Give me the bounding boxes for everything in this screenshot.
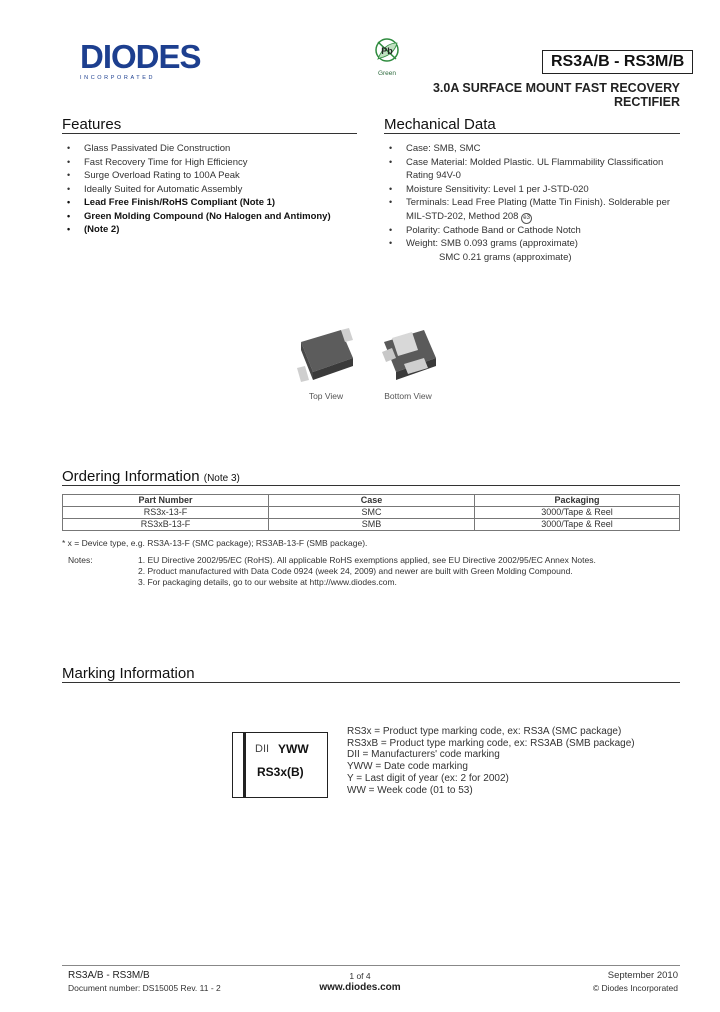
table-cell: 3000/Tape & Reel	[475, 519, 680, 531]
feature-item: • Green Molding Compound (No Halogen and Antimony)	[62, 210, 357, 224]
features-list	[62, 142, 357, 237]
mech-text: SMC 0.21 grams (approximate)	[439, 251, 572, 263]
feature-note-text: (Note 2)	[84, 224, 120, 235]
legend-item: RS3xB = Product type marking code, ex: RS3AB (SMB package)	[347, 737, 635, 749]
cathode-band	[243, 733, 246, 797]
feature-item: • Surge Overload Rating to 100A Peak	[62, 169, 357, 183]
badge-symbol: Pb	[381, 46, 393, 56]
leaf-icon	[372, 37, 402, 67]
feature-item: • Fast Recovery Time for High Efficiency	[62, 156, 357, 170]
footer-page: 1 of 4	[349, 971, 371, 981]
note-item: 2. Product manufactured with Data Code 0924 (week 24, 2009) and newer are built with Green Molding Compound.	[138, 566, 573, 576]
legend-item: YWW = Date code marking	[347, 761, 468, 773]
product-subtitle: 3.0A SURFACE MOUNT FAST RECOVERY RECTIFIER	[432, 81, 680, 109]
marking-diagram	[232, 732, 328, 798]
logo-text: DIODES	[80, 38, 201, 75]
table-row	[63, 507, 680, 519]
column-header: Part Number	[63, 495, 269, 507]
feature-item-continuation	[62, 223, 357, 237]
e3-mark: e3	[521, 213, 532, 224]
feature-item: • Glass Passivated Die Construction	[62, 142, 357, 156]
ordering-title: Ordering Information	[62, 468, 200, 485]
note-item: 3. For packaging details, go to our website at http://www.diodes.com.	[138, 577, 397, 587]
mech-item: • Weight: SMB 0.093 grams (approximate)	[384, 237, 684, 251]
legend-item: WW = Week code (01 to 53)	[347, 784, 473, 796]
footer-date: September 2010	[607, 970, 678, 981]
table-cell: SMB	[269, 519, 475, 531]
ordering-table	[62, 494, 680, 531]
feature-item: • Lead Free Finish/RoHS Compliant (Note 1)	[62, 196, 357, 210]
part-title: RS3A/B - RS3M/B	[542, 50, 693, 74]
mech-item: • Moisture Sensitivity: Level 1 per J-STD-020	[384, 183, 684, 197]
mech-item-continuation	[384, 251, 684, 265]
column-header: Case	[269, 495, 475, 507]
table-cell: RS3xB-13-F	[63, 519, 269, 531]
table-row	[63, 519, 680, 531]
notes-label: Notes:	[68, 555, 93, 565]
table-cell: 3000/Tape & Reel	[475, 507, 680, 519]
ordering-note-ref: (Note 3)	[203, 473, 240, 484]
feature-item: • Ideally Suited for Automatic Assembly	[62, 183, 357, 197]
mech-item-continuation	[384, 210, 684, 224]
ordering-heading	[62, 468, 680, 486]
footer-copyright: © Diodes Incorporated	[592, 983, 678, 993]
mech-item-continuation	[384, 169, 684, 183]
note-item: 1. EU Directive 2002/95/EC (RoHS). All applicable RoHS exemptions applied, see EU Directive 2002/95/EC Annex Notes.	[138, 555, 596, 565]
mech-item: • Polarity: Cathode Band or Cathode Notch	[384, 224, 684, 238]
features-heading: Features	[62, 116, 357, 134]
logo-subtext: INCORPORATED	[80, 75, 156, 81]
marking-heading: Marking Information	[62, 665, 680, 683]
mechanical-heading: Mechanical Data	[384, 116, 680, 134]
package-top-view	[295, 328, 357, 388]
legend-item: Y = Last digit of year (ex: 2 for 2002)	[347, 772, 509, 784]
top-view-caption: Top View	[308, 391, 344, 401]
mech-text: Rating 94V-0	[406, 170, 461, 181]
table-cell: SMC	[269, 507, 475, 519]
badge-label: Green	[377, 70, 397, 77]
footer-website-link[interactable]: www.diodes.com	[319, 982, 401, 993]
notes-list	[138, 555, 683, 588]
marking-legend	[347, 726, 677, 796]
device-type-note: * x = Device type, e.g. RS3A-13-F (SMC package); RS3AB-13-F (SMB package).	[62, 538, 368, 548]
legend-item: DII = Manufacturers' code marking	[347, 749, 500, 761]
package-bottom-view	[378, 328, 440, 388]
manufacturer-logo-mark: DII	[255, 743, 270, 755]
table-cell: RS3x-13-F	[63, 507, 269, 519]
footer-part: RS3A/B - RS3M/B	[68, 970, 150, 981]
table-header-row	[63, 495, 680, 507]
bottom-view-caption: Bottom View	[384, 391, 432, 401]
mech-item: • Case: SMB, SMC	[384, 142, 684, 156]
mechanical-list	[384, 142, 684, 264]
legend-item: RS3x = Product type marking code, ex: RS3A (SMC package)	[347, 726, 622, 737]
mech-item: • Terminals: Lead Free Plating (Matte Tin Finish). Solderable per	[384, 196, 684, 210]
mech-item: • Case Material: Molded Plastic. UL Flammability Classification	[384, 156, 684, 170]
green-pb-free-badge	[372, 37, 402, 75]
company-logo	[80, 40, 201, 81]
column-header: Packaging	[475, 495, 680, 507]
footer-divider	[62, 965, 680, 966]
footer-doc-number: Document number: DS15005 Rev. 11 - 2	[68, 983, 221, 993]
product-code-mark: RS3x(B)	[257, 765, 304, 779]
mech-text: MIL-STD-202, Method 208	[406, 210, 519, 222]
date-code-mark: YWW	[278, 742, 309, 756]
